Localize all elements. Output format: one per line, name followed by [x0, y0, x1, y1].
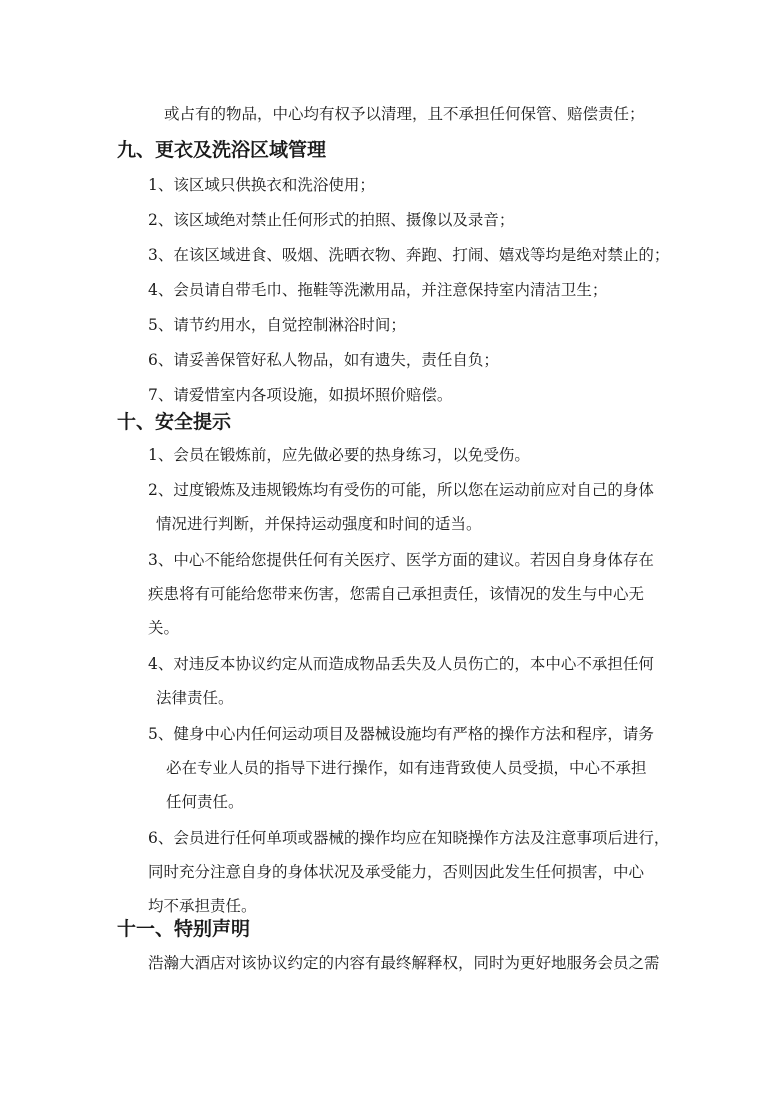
- section-10-item-line: 5、健身中心内任何运动项目及器械设施均有严格的操作方法和程序，请务: [148, 725, 654, 743]
- section-9-item: 3、在该区域进食、吸烟、洗晒衣物、奔跑、打闹、嬉戏等均是绝对禁止的；: [148, 246, 670, 264]
- section-10-item-line: 4、对违反本协议约定从而造成物品丢失及人员伤亡的，本中心不承担任何: [148, 655, 654, 673]
- section-9-item: 2、该区域绝对禁止任何形式的拍照、摄像以及录音；: [148, 211, 515, 229]
- section-11-heading: 十一、特别声明: [117, 918, 251, 940]
- section-10-item-line: 必在专业人员的指导下进行操作，如有违背致使人员受损，中心不承担: [166, 759, 647, 777]
- section-10-item-line: 任何责任。: [166, 793, 244, 811]
- section-9-item: 7、请爱惜室内各项设施，如损坏照价赔偿。: [148, 386, 453, 404]
- section-10-heading: 十、安全提示: [117, 411, 232, 433]
- section-10-item-line: 同时充分注意自身的身体状况及承受能力，否则因此发生任何损害，中心: [148, 863, 645, 881]
- section-10-item-line: 2、过度锻炼及违规锻炼均有受伤的可能，所以您在运动前应对自己的身体: [148, 481, 654, 499]
- continued-line: 或占有的物品，中心均有权予以清理，且不承担任何保管、赔偿责任；: [164, 105, 645, 123]
- section-11-paragraph: 浩瀚大酒店对该协议约定的内容有最终解释权，同时为更好地服务会员之需: [148, 954, 660, 972]
- section-10-item-line: 关。: [148, 619, 180, 637]
- section-10-item-line: 情况进行判断，并保持运动强度和时间的适当。: [156, 515, 482, 533]
- section-10-item-line: 均不承担责任。: [148, 897, 257, 915]
- section-10-item-line: 疾患将有可能给您带来伤害，您需自己承担责任，该情况的发生与中心无: [148, 585, 645, 603]
- section-10-item-line: 1、会员在锻炼前，应先做必要的热身练习，以免受伤。: [148, 446, 530, 464]
- section-9-heading: 九、更衣及洗浴区域管理: [117, 139, 327, 161]
- section-9-item: 4、会员请自带毛巾、拖鞋等洗漱用品，并注意保持室内清洁卫生；: [148, 281, 608, 299]
- section-10-item-line: 3、中心不能给您提供任何有关医疗、医学方面的建议。若因自身身体存在: [148, 551, 654, 569]
- section-9-item: 6、请妥善保管好私人物品，如有遗失，责任自负；: [148, 351, 499, 369]
- section-9-item: 1、该区域只供换衣和洗浴使用；: [148, 176, 375, 194]
- section-10-item-line: 6、会员进行任何单项或器械的操作均应在知晓操作方法及注意事项后进行，: [148, 829, 670, 847]
- section-10-item-line: 法律责任。: [156, 689, 234, 707]
- section-9-item: 5、请节约用水，自觉控制淋浴时间；: [148, 316, 406, 334]
